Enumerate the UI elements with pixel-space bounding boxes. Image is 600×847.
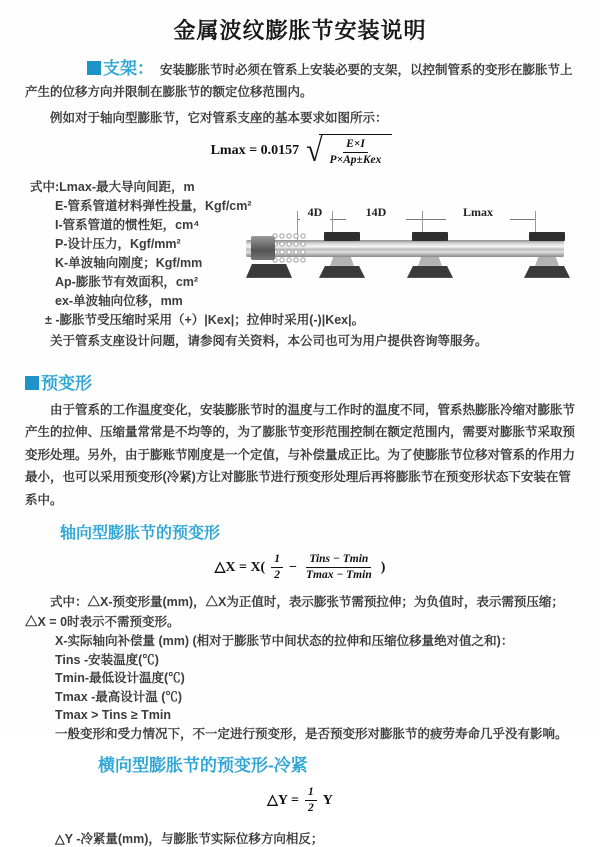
fraction-numerator: 1	[271, 552, 283, 568]
example-line: 例如对于轴向型膨胀节，它对管系支座的基本要求如图所示：	[50, 111, 388, 125]
anchor-support	[246, 206, 298, 298]
fraction-denominator: P×Ap±Kex	[329, 153, 382, 166]
support-base	[524, 266, 570, 278]
predeform-section-heading	[25, 369, 600, 394]
variable-line: 一般变形和受力情况下，不一定进行预变形，是否预变形对膨胀节的疲劳寿命几乎没有影响。	[55, 726, 568, 741]
pipe-support	[402, 206, 458, 298]
anchor-base	[246, 264, 292, 278]
predeform-heading-text: 预变形	[41, 373, 92, 393]
support-base	[319, 266, 365, 278]
pipe-support	[314, 206, 370, 298]
support-pedestal	[330, 257, 354, 266]
blue-square-bullet-icon	[87, 61, 101, 75]
variable-line: Tmin-最低设计温度(℃)	[55, 671, 185, 686]
page-title: 金属波纹膨胀节安装说明	[173, 18, 427, 43]
support-section-heading: 支架：	[103, 59, 154, 78]
axial-formula-explanation: 式中：△X-预变形量(mm)，△X为正值时，表示膨张节需预拉伸；为负值时，表示需预压缩；△X = 0时表示不需预变形。	[25, 595, 564, 630]
lmax-formula	[0, 134, 600, 168]
pipe-support-diagram	[246, 206, 600, 298]
dimension-label-lmax: Lmax	[446, 205, 510, 220]
formula-lhs: △Y =	[267, 793, 299, 809]
variable-line: Tmax -最高设计温 (℃)	[55, 689, 183, 704]
cold-tightening-note: △Y -冷紧量(mm)，与膨胀节实际位移方向相反；	[55, 832, 324, 847]
fraction-denominator: 2	[307, 802, 314, 815]
closing-paren: )	[380, 559, 386, 575]
variable-line: Tmax > Tins ≥ Tmin	[55, 708, 172, 723]
definition-line: 式中:Lmax-最大导向间距，m	[30, 179, 195, 194]
formula-rhs: Y	[322, 792, 333, 808]
definition-line: K-单波轴向刚度；Kgf/mm	[55, 255, 203, 270]
support-design-note: 关于管系支座设计问题，请参阅有关资料，本公司也可为用户提供咨询等服务。	[50, 333, 488, 348]
support-base	[407, 266, 453, 278]
fraction-numerator: 1	[305, 785, 317, 801]
support-pedestal	[418, 257, 442, 266]
lateral-predeform-formula	[0, 785, 600, 816]
pipe-support	[519, 206, 575, 298]
support-pedestal	[535, 257, 559, 266]
support-cap	[529, 232, 565, 241]
support-intro-text: 安装膨胀节时必须在管系上安装必要的支架，以控制管系的变形在膨胀节上产生的位移方向并限制在膨胀节的额定位移范围内。	[25, 63, 573, 99]
predeform-body-text: 由于管系的工作温度变化，安装膨胀节时的温度与工作时的温度不同，管系热膨胀冷缩对膨胀节产生的拉伸、压缩量常常是不均等的，为了膨胀节变形范围控制在额定范围内，需要对膨胀节采取预变形处理。另外，由于膨账节刚度是一个定值，与补偿量成正比。为了使膨胀节位移对管系的作用力最小，也可以采用预变形(冷紧)方让对膨胀节进行预变形处理后再将膨胀节在预变形状态下安装在管系中。	[25, 402, 576, 507]
fraction-numerator: E×I	[343, 137, 368, 153]
definition-line: I-管系管道的惯性矩，cm⁴	[55, 217, 200, 232]
square-root	[306, 134, 392, 168]
symbol-definitions	[0, 178, 600, 352]
support-section-intro	[25, 58, 580, 103]
fraction-numerator: Tins − Tmin	[306, 552, 371, 568]
definition-line: ex-单波轴向位移，mm	[55, 293, 183, 308]
fraction	[327, 137, 385, 168]
blue-square-bullet-icon	[25, 376, 39, 390]
definition-line: E-管系管道材料弹性投量，Kgf/cm²	[55, 198, 252, 213]
fraction-one-half	[271, 552, 283, 583]
support-cap	[412, 232, 448, 241]
fraction-one-half	[305, 785, 317, 816]
temperature-fraction	[303, 552, 375, 583]
variable-line: X-实际轴向补偿量 (mm) (相对于膨胀节中间状态的拉伸和压缩位移量绝对值之和)：	[55, 634, 514, 649]
support-cap	[324, 232, 360, 241]
radical-sign: √	[306, 132, 323, 169]
definition-line: Ap-膨胀节有效面积，cm²	[55, 274, 199, 289]
minus-sign: −	[288, 559, 297, 575]
formula-lhs: △X = X(	[214, 560, 266, 576]
axial-subheading: 轴向型膨胀节的预变形	[60, 525, 221, 543]
variable-line: Tins -安装温度(℃)	[55, 652, 159, 667]
anchor-block	[251, 236, 275, 260]
lmax-formula-lhs: Lmax = 0.0157	[210, 142, 300, 158]
definition-line: ± -膨胀节受压缩时采用（+）|Kex|；拉伸时采用(-)|Kex|。	[45, 312, 365, 327]
dimension-label-14d: 14D	[346, 205, 406, 220]
definition-line: P-设计压力，Kgf/mm²	[55, 236, 181, 251]
dimension-label-4d: 4D	[300, 205, 330, 220]
axial-predeform-formula	[0, 552, 600, 583]
radicand	[319, 134, 393, 168]
lateral-subheading: 横向型膨胀节的预变形-冷紧	[98, 756, 308, 776]
fraction-denominator: 2	[274, 569, 280, 582]
fraction-denominator: Tmax − Tmin	[305, 569, 372, 582]
